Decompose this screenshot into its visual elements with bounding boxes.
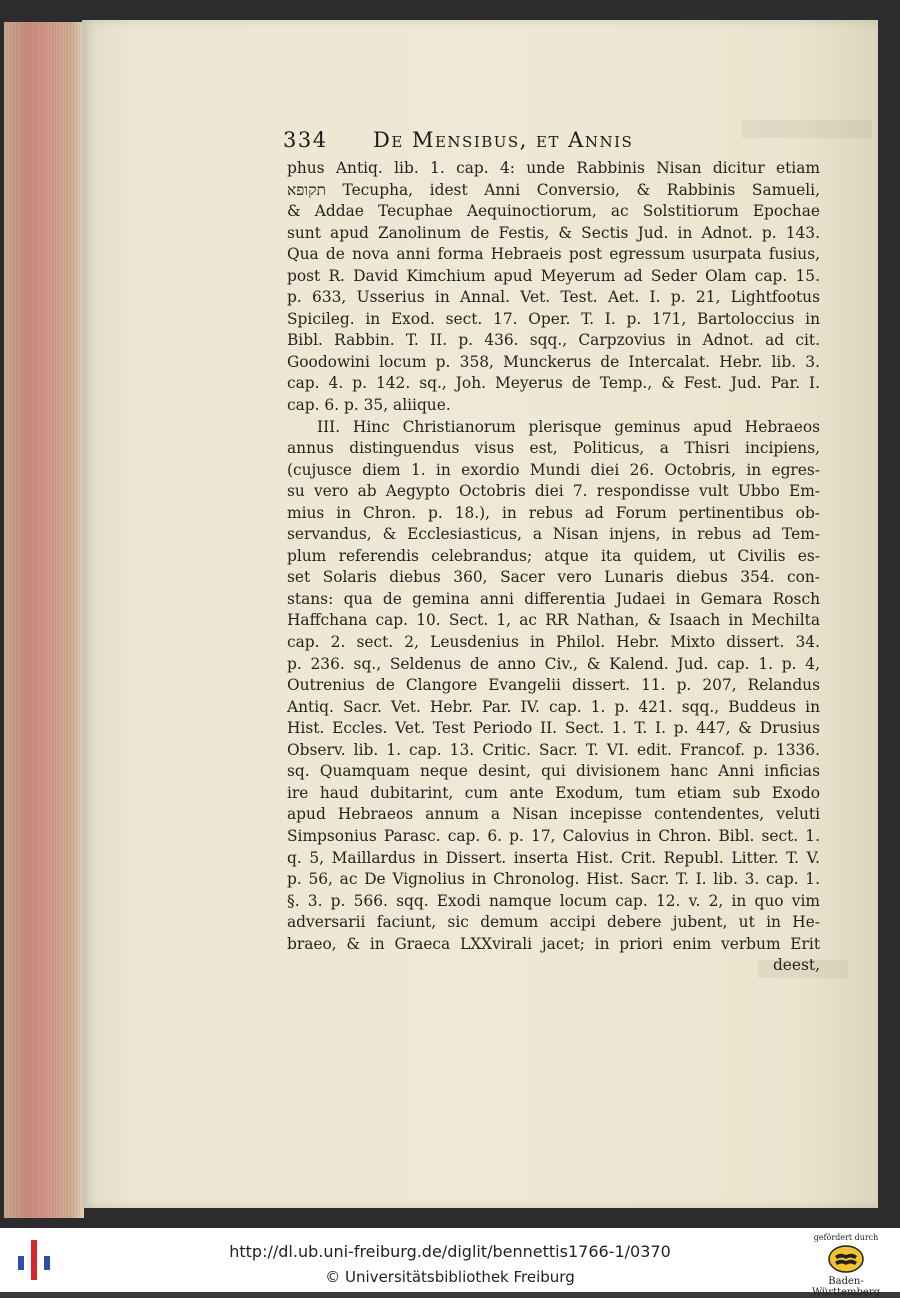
text-line: set Solaris diebus 360, Sacer vero Lunaris diebus 354. con- <box>287 568 820 587</box>
text-line: §. 3. p. 566. sqq. Exodi namque locum cap. 12. v. 2, in quo vim <box>287 891 820 910</box>
text-line: תקופא Tecupha, idest Anni Conversio, & Rabbinis Samueli, <box>287 180 820 199</box>
text-line: plum referendis celebrandus; atque ita quidem, ut Civilis es- <box>287 546 820 565</box>
text-line: & Addae Tecuphae Aequinoctiorum, ac Solstitiorum Epochae <box>287 202 820 221</box>
text-line: Simpsonius Parasc. cap. 6. p. 17, Calovius in Chron. Bibl. sect. 1. <box>287 826 820 845</box>
text-line: q. 5, Maillardus in Dissert. inserta Hist. Crit. Republ. Litter. T. V. <box>287 848 820 867</box>
baden-wuerttemberg-crest-icon[interactable] <box>826 1244 866 1274</box>
text-line: Haffchana cap. 10. Sect. 1, ac RR Nathan, & Isaach in Mechilta <box>287 611 820 630</box>
text-line: servandus, & Ecclesiasticus, a Nisan injens, in rebus ad Tem- <box>287 525 820 544</box>
text-line: deest, <box>772 956 820 975</box>
text-line: cap. 6. p. 35, aliique. <box>287 396 451 415</box>
text-line: Hist. Eccles. Vet. Test Periodo II. Sect. 1. T. I. p. 447, & Drusius <box>287 719 820 738</box>
text-line: Qua de nova anni forma Hebraeis post egressum usurpata fusius, <box>287 245 820 264</box>
text-line: (cujusce diem 1. in exordio Mundi diei 26. Octobris, in egres- <box>287 460 820 479</box>
page-header <box>283 128 823 152</box>
sponsor-label: gefördert durch <box>813 1233 879 1242</box>
text-line: stans: qua de gemina anni differentia Judaei in Gemara Rosch <box>287 589 820 608</box>
text-line: su vero ab Aegypto Octobris diei 7. respondisse vult Ubbo Em- <box>287 482 820 501</box>
text-line: adversarii faciunt, sic demum accipi debere jubent, ut in He- <box>287 913 820 932</box>
text-line: cap. 4. p. 142. sq., Joh. Meyerus de Temp., & Fest. Jud. Par. I. <box>287 374 820 393</box>
text-line: p. 56, ac De Vignolius in Chronolog. Hist. Sacr. T. I. lib. 3. cap. 1. <box>287 870 820 889</box>
text-line: Bibl. Rabbin. T. II. p. 436. sqq., Carpzovius in Adnot. ad cit. <box>287 331 820 350</box>
document-url-link[interactable]: http://dl.ub.uni-freiburg.de/diglit/bennettis1766-1/0370 <box>229 1242 671 1261</box>
text-line: sq. Quamquam neque desint, qui divisionem hanc Anni inficias <box>287 762 820 781</box>
text-line: Observ. lib. 1. cap. 13. Critic. Sacr. T. VI. edit. Francof. p. 1336. <box>287 740 820 759</box>
text-line: apud Hebraeos annum a Nisan incepisse contendentes, veluti <box>287 805 820 824</box>
sponsor-name: Baden-Württemberg <box>811 1276 881 1298</box>
page-number: 334 <box>283 128 328 152</box>
text-line: sunt apud Zanolinum de Festis, & Sectis Jud. in Adnot. p. 143. <box>287 223 820 242</box>
body-text <box>287 158 820 977</box>
viewer-footer <box>0 1228 900 1298</box>
text-line: mius in Chron. p. 18.), in rebus ad Forum pertinentibus ob- <box>287 503 820 522</box>
text-line: Goodowini locum p. 358, Munckerus de Intercalat. Hebr. lib. 3. <box>287 352 820 371</box>
text-line: Outrenius de Clangore Evangelii dissert. 11. p. 207, Relandus <box>287 676 820 695</box>
text-line: cap. 2. sect. 2, Leusdenius in Philol. Hebr. Mixto dissert. 34. <box>287 633 820 652</box>
text-line: p. 236. sq., Seldenus de anno Civ., & Kalend. Jud. cap. 1. p. 4, <box>287 654 820 673</box>
text-line: Spicileg. in Exod. sect. 17. Oper. T. I. p. 171, Bartoloccius in <box>287 309 820 328</box>
copyright-notice: © Universitätsbibliothek Freiburg <box>325 1268 575 1286</box>
text-line: post R. David Kimchium apud Meyerum ad Seder Olam cap. 15. <box>287 266 820 285</box>
text-line: ire haud dubitarint, cum ante Exodum, tum etiam sub Exodo <box>287 783 820 802</box>
text-line: braeo, & in Graeca LXXvirali jacet; in priori enim verbum Erit <box>287 934 820 953</box>
text-line: p. 633, Usserius in Annal. Vet. Test. Aet. I. p. 21, Lightfootus <box>287 288 820 307</box>
text-line: annus distinguendus visus est, Politicus, a Thisri incipiens, <box>287 439 820 458</box>
text-line: Antiq. Sacr. Vet. Hebr. Par. IV. cap. 1. p. 421. sqq., Buddeus in <box>287 697 820 716</box>
text-line: phus Antiq. lib. 1. cap. 4: unde Rabbinis Nisan dicitur etiam <box>287 159 820 177</box>
text-line: III. Hinc Christianorum plerisque geminus apud Hebraeos <box>317 417 820 436</box>
book-page-edges <box>4 22 84 1218</box>
running-title: De Mensibus, et Annis <box>373 128 634 152</box>
